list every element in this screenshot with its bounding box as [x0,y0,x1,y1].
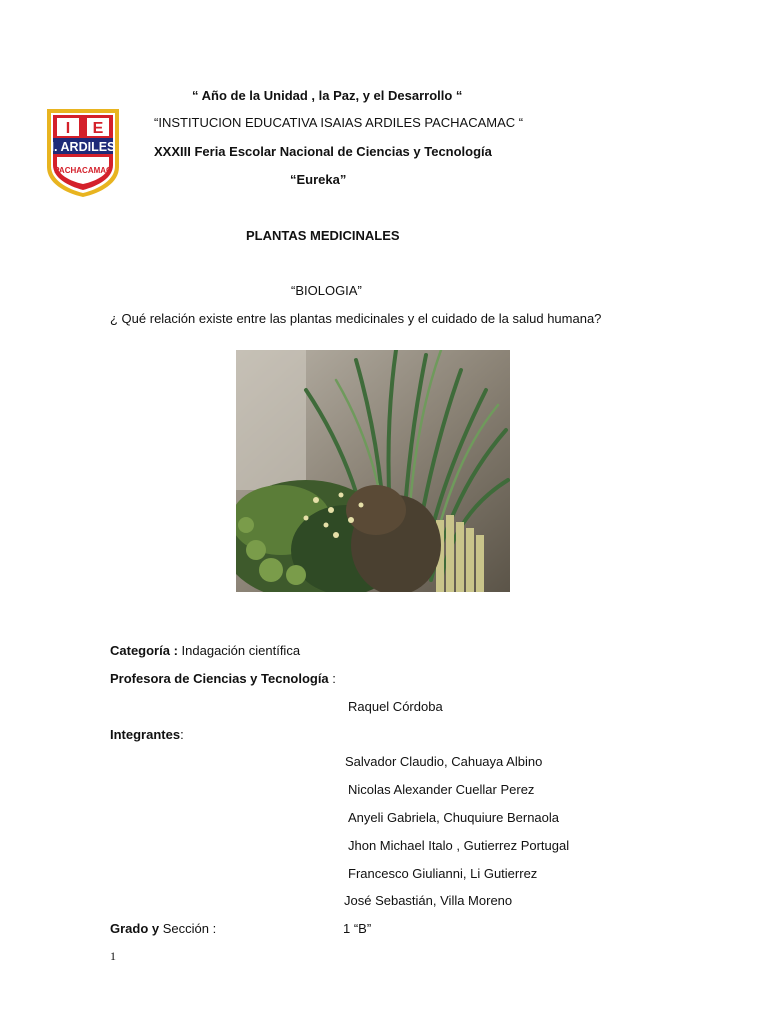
grade-value: 1 “B” [343,921,372,936]
grade-label-rest: Sección : [162,921,217,936]
teacher-colon: : [332,671,336,686]
grade-row [110,921,216,936]
eureka-label: “Eureka” [290,172,347,187]
member-name: Nicolas Alexander Cuellar Perez [348,782,535,797]
teacher-label: Profesora de Ciencias y Tecnología [110,671,329,686]
school-logo [43,107,123,199]
members-label: Integrantes [110,727,181,742]
research-question: ¿ Qué relación existe entre las plantas medicinales y el cuidado de la salud humana? [110,311,602,326]
logo-place-name: PACHACAMAC [54,166,112,175]
year-motto: “ Año de la Unidad , la Paz, y el Desarrollo “ [192,88,463,103]
member-name: Salvador Claudio, Cahuaya Albino [345,754,543,769]
category-label: Categoría : [110,643,178,658]
logo-school-name: I. ARDILES [50,140,116,154]
category-value: Indagación científica [181,643,301,658]
member-name: Jhon Michael Italo , Gutierrez Portugal [348,838,570,853]
members-colon: : [180,727,184,742]
medicinal-plants-photo [236,350,510,592]
member-name: José Sebastián, Villa Moreno [344,893,513,908]
member-name: Francesco Giulianni, Li Gutierrez [348,866,538,881]
document-title: PLANTAS MEDICINALES [246,228,400,243]
teacher-row [110,671,336,686]
category-row [110,643,300,658]
fair-name: XXXIII Feria Escolar Nacional de Ciencias y Tecnología [154,144,492,159]
subject-label: “BIOLOGIA” [291,283,362,298]
institution-name: “INSTITUCION EDUCATIVA ISAIAS ARDILES PACHACAMAC “ [154,115,524,130]
page-number: 1 [110,949,116,963]
logo-letter-e: E [92,120,104,137]
logo-letter-i: I [65,120,71,137]
member-name: Anyeli Gabriela, Chuquiure Bernaola [348,810,560,825]
members-row [110,727,184,742]
grade-label-bold: Grado y [110,921,160,936]
teacher-name: Raquel Córdoba [348,699,443,714]
